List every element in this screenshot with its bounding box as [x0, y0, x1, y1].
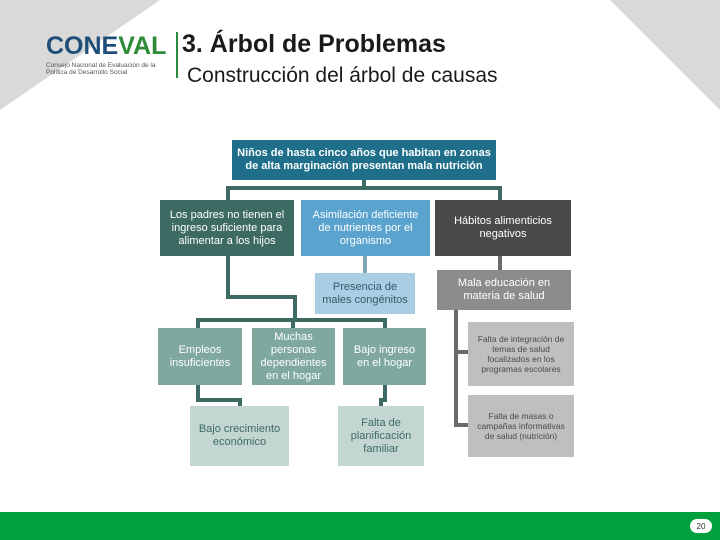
- cause-habits-box: Hábitos alimenticios negativos: [435, 200, 571, 256]
- page-subtitle: Construcción del árbol de causas: [187, 64, 498, 87]
- cause-income-box: Los padres no tienen el ingreso suficiente para alimentar a los hijos: [160, 200, 294, 256]
- connector-sub1: [198, 385, 240, 406]
- logo-word-b: VAL: [118, 32, 167, 60]
- economic-growth-box: Bajo crecimiento económico: [190, 406, 289, 466]
- connector-sub2: [381, 385, 385, 406]
- school-programs-box: Falta de integración de temas de salud focalizados en los programas escolares: [468, 322, 574, 386]
- health-education-box: Mala educación en materia de salud: [437, 270, 571, 310]
- root-problem-box: Niños de hasta cinco años que habitan en zonas de alta marginación presentan mala nutrición: [232, 140, 496, 180]
- connector-income: [228, 256, 295, 318]
- employment-box: Empleos insuficientes: [158, 328, 242, 385]
- connector-education: [456, 310, 468, 425]
- cause-assimilation-box: Asimilación deficiente de nutrientes por el organismo: [301, 200, 430, 256]
- page-title: 3. Árbol de Problemas: [182, 30, 446, 58]
- connector-level1: [228, 188, 500, 200]
- congenital-box: Presencia de males congénitos: [315, 273, 415, 314]
- page-number: 20: [690, 519, 712, 533]
- family-planning-box: Falta de planificación familiar: [338, 406, 424, 466]
- logo-word-a: CONE: [46, 32, 119, 60]
- campaigns-box: Falta de masas o campañas informativas de salud (nutrición): [468, 395, 574, 457]
- footer-bar: [0, 512, 720, 540]
- dependents-box: Muchas personas dependientes en el hogar: [252, 328, 335, 385]
- low-income-box: Bajo ingreso en el hogar: [343, 328, 426, 385]
- logo-subtitle: Consejo Nacional de Evaluación de la Política de Desarrollo Social: [46, 62, 156, 76]
